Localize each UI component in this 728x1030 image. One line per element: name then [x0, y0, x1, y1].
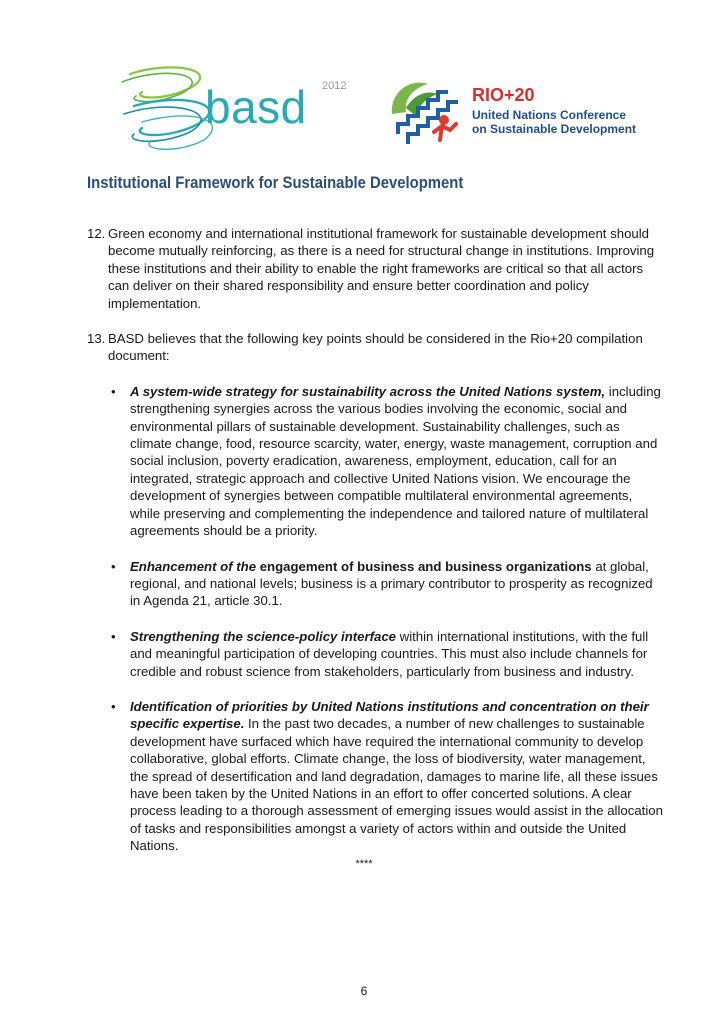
bullet-text: at global, regional, and national levels; business is a primary contributor to prosperity as recognized in Agenda 21, article 30.1.: [130, 558, 653, 609]
rio20-subtitle-line1: United Nations Conference: [472, 108, 627, 122]
bullet-icon: •: [111, 628, 116, 644]
bullet-bold: engagement of business and business organizations: [256, 558, 592, 574]
bullet-text: In the past two decades, a number of new challenges to sustainable development have surfaced which have required the international community to develop collaborative, global efforts. Climate change, the loss of biodiversity, water management, the spread of desertification and land degradation, damages to marine life, all these issues have been taken by the United Nations in an effort to offer concerted solutions. A clear process leading to a thorough assessment of emerging issues would assist in the allocation of tasks and responsibilities amongst a variety of actors within and outside the United Nations.: [130, 716, 663, 854]
paragraph-text: Green economy and international institutional framework for sustainable development should become mutually reinforcing, as there is a need for structural change in institutions. Improving these institutions and their ability to enable the right frameworks are critical so that all actors can deliver on their shared responsibility and ensure better coordination and policy implementation.: [108, 226, 655, 311]
paragraph-number: 12.: [87, 226, 106, 241]
rio20-emblem-icon: [384, 74, 474, 154]
bullet-text: within international institutions, with the full and meaningful participation of developing countries. This must also include channels for credible and robust science from stakeholders, particularly from business and industry.: [130, 628, 649, 679]
bullet-icon: •: [111, 698, 116, 714]
list-item: [87, 628, 665, 680]
list-item: [87, 558, 665, 610]
paragraph-13: [87, 330, 665, 365]
bullet-lead: Identification of priorities by United Nations institutions and concentration on their specific expertise.: [130, 698, 649, 732]
paragraph-12: [87, 225, 665, 312]
rio20-logo-subtitle: [472, 108, 636, 136]
bullet-lead: A system-wide strategy for sustainability across the United Nations system,: [130, 383, 606, 399]
rio20-logo-title: RIO+20: [472, 85, 535, 105]
section-heading: Institutional Framework for Sustainable Development: [87, 174, 464, 192]
page-number: 6: [360, 984, 368, 998]
paragraph-number: 13.: [87, 331, 106, 347]
document-body: [87, 225, 665, 873]
basd-logo-text: basd: [205, 81, 307, 133]
list-item: [87, 383, 665, 540]
bullet-icon: •: [111, 558, 116, 574]
bullet-text: including strengthening synergies across the various bodies involving the economic, social and environmental pillars of sustainable development. Sustainability challenges, such as climate change, food, resource scarcity, water, energy, waste management, corruption and social inclusion, poverty eradication, awareness, employment, education, call for an integrated, strategic approach and collective United Nations vision. We encourage the development of synergies between compatible multilateral environmental agreements, while preserving and complementing the independence and tailored nature of multilateral agreements should be a priority.: [130, 383, 661, 539]
bullet-lead: Strengthening the science-policy interface: [130, 628, 397, 644]
paragraph-text: BASD believes that the following key points should be considered in the Rio+20 compilation document:: [108, 331, 643, 364]
rio20-subtitle-line2: on Sustainable Development: [472, 122, 637, 136]
bullet-lead: Enhancement of the: [130, 558, 257, 574]
list-item: [87, 698, 665, 855]
bullet-icon: •: [111, 383, 116, 399]
key-points-list: [87, 383, 665, 855]
basd-logo-year: 2012: [322, 80, 347, 92]
section-separator: ****: [355, 858, 373, 870]
